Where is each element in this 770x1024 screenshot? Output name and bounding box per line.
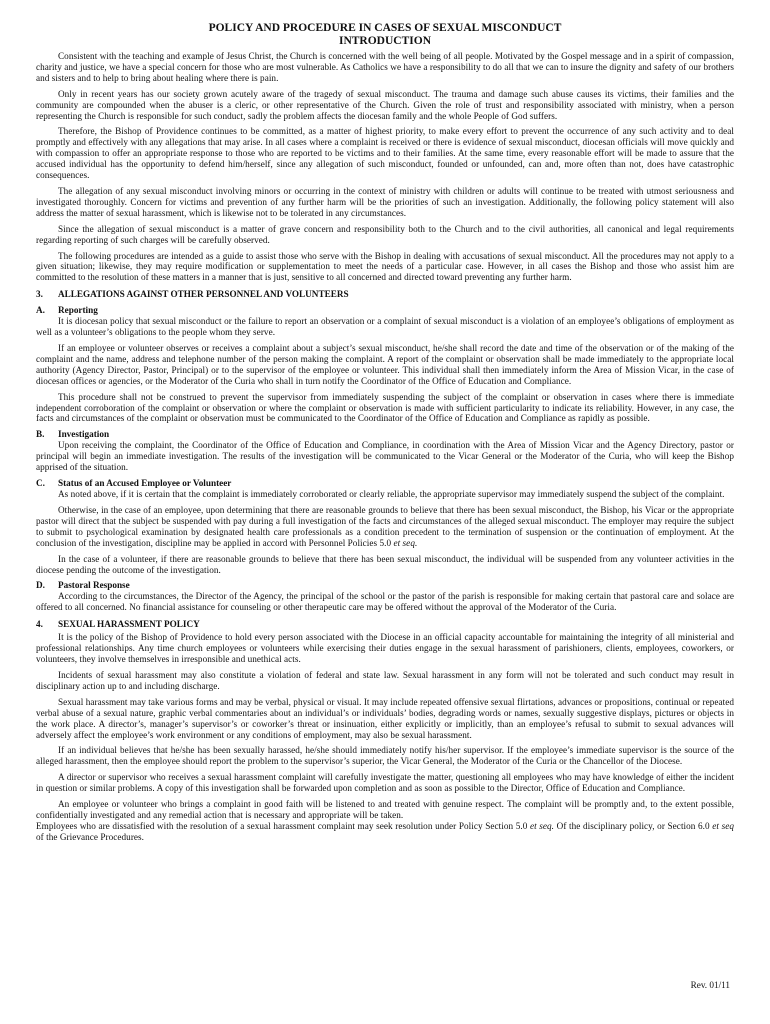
- subsection-d-heading: [36, 580, 734, 591]
- revision-label: Rev. 01/11: [690, 980, 730, 990]
- subsection-a-heading: [36, 305, 734, 316]
- harassment-paragraph-6: [36, 799, 734, 821]
- harassment-paragraph-7-b: Of the disciplinary policy, or Section 6.0: [554, 820, 713, 831]
- intro-paragraph-4: The allegation of any sexual misconduct involving minors or occurring in the context of ministry with children or adults will continue to be treated with utmost seriousness and investigated thoroughly. Concern for victims and prevention of any further harm will be the priorities of such an investigation. Additionally, the following policy statement will also address the matter of sexual harassment, which is likewise not to be tolerated in any circumstances.: [36, 185, 734, 218]
- intro-paragraph-6: The following procedures are intended as a guide to assist those who serve with the Bishop in dealing with accusations of sexual misconduct. All the procedures may not apply to a given situation; likewise, they may require modification or supplementation to meet the needs of a particular case. However, in all cases the Bishop and those who assist him are committed to the resolution of these matters in a manner that is just, sensitive to all concerned and directed toward preventing any further harm.: [36, 250, 734, 283]
- pastoral-paragraph-1: According to the circumstances, the Director of the Agency, the principal of the school or the pastor of the parish is responsible for making certain that pastoral care and solace are offered to all concerned. No financial assistance for counseling or other therapeutic care may be offered without the approval of the Moderator of the Curia.: [36, 591, 734, 613]
- subsection-b-heading: [36, 429, 734, 440]
- harassment-paragraph-1: It is the policy of the Bishop of Providence to hold every person associated with the Diocese in an official capacity accountable for maintaining the integrity of all ministerial and professional relationships. Any time church employees or volunteers while exercising their duties engage in the sexual harassment of parishioners, clients, employees, coworkers, or volunteers, they involve themselves in irresponsible and unethical acts.: [36, 632, 734, 665]
- harassment-paragraph-4: If an individual believes that he/she has been sexually harassed, he/she should immediately notify his/her supervisor. If the employee’s immediate supervisor is the source of the alleged harassment, then the employee should report the problem to the supervisor’s superior, the Vicar General, the Moderator of the Curia or the Chancellor of the Diocese.: [36, 745, 734, 767]
- title-line-1: POLICY AND PROCEDURE IN CASES OF SEXUAL MISCONDUCT: [208, 22, 562, 34]
- subsection-b-title: Investigation: [58, 429, 110, 440]
- reporting-paragraph-1: It is diocesan policy that sexual misconduct or the failure to report an observation or a complaint of sexual misconduct is a violation of an employee’s obligations of employment as well as a volunteer’s obligations to the people whom they serve.: [36, 316, 734, 338]
- section-3-title: ALLEGATIONS AGAINST OTHER PERSONNEL AND VOLUNTEERS: [58, 289, 349, 300]
- document-title: [36, 22, 734, 48]
- subsection-b-number: B.: [36, 429, 45, 440]
- subsection-a-title: Reporting: [58, 305, 98, 316]
- status-paragraph-1: As noted above, if it is certain that the complaint is immediately corroborated or clearly reliable, the appropriate supervisor may immediately suspend the subject of the complaint.: [58, 489, 725, 500]
- title-line-2: INTRODUCTION: [338, 35, 431, 47]
- subsection-a-number: A.: [36, 305, 45, 316]
- intro-paragraph-1: Consistent with the teaching and example of Jesus Christ, the Church is concerned with the well being of all people. Motivated by the Gospel message and in a spirit of compassion, charity and justice, we have a special concern for those who are most vulnerable. As Catholics we have a responsibility to do all that we can to insure the dignity and safety of our brothers and sisters and to help to bring about healing where there is pain.: [36, 51, 734, 83]
- subsection-c-heading: [36, 478, 734, 489]
- status-paragraph-2-text: Otherwise, in the case of an employee, upon determining that there are reasonable grounds to believe that there has been sexual misconduct, the Bishop, his Vicar or the appropriate pastor will direct that the subject be suspended with pay during a full investigation of the facts and circumstances of the alleged sexual misconduct. The employer may require the subject to submit to psychological examination by designated health care professionals as a condition precedent to the termination of suspension or the continuation of employment. At the conclusion of the investigation, discipline may be applied in accord with Personnel Policies 5.0: [36, 505, 734, 548]
- status-paragraph-2-italic: et seq.: [393, 537, 418, 548]
- harassment-paragraph-7-a: Employees who are dissatisfied with the resolution of a sexual harassment complaint may seek resolution under Policy Section 5.0: [36, 820, 530, 831]
- harassment-paragraph-7-c: of the Grievance Procedures.: [36, 831, 145, 842]
- status-paragraph-3: In the case of a volunteer, if there are reasonable grounds to believe that there has been sexual misconduct, the individual will be suspended from any volunteer activities in the diocese pending the outcome of the investigation.: [36, 553, 734, 575]
- reporting-paragraph-2: If an employee or volunteer observes or receives a complaint about a subject’s sexual misconduct, he/she shall record the date and time of the observation or of the making of the complaint and the name, address and telephone number of the person making the complaint. A report of the complaint or observation shall be made immediately to the appropriate local authority (Agency Director, Pastor, Principal) or to the supervisor of the employee or volunteer. This individual shall then immediately inform the Area of Mission Vicar, in the case of diocesan offices or agencies, or the Moderator of the Curia who shall in turn notify the Coordinator of the Office of Education and Compliance.: [36, 343, 734, 386]
- document-page: [36, 22, 734, 848]
- section-3-heading: [36, 289, 734, 300]
- intro-paragraph-2: Only in recent years has our society grown acutely aware of the tragedy of sexual misconduct. The trauma and damage such abuse causes its victims, their families and the community are compounded when the abuser is a cleric, or other representative of the Church. Given the role of trust and responsibility associated with ministry, when a person representing the Church is responsible for such conduct, sadly the problem affects the diocesan family and the whole People of God suffers.: [36, 88, 734, 121]
- section-4-heading: [36, 619, 734, 630]
- subsection-c-number: C.: [36, 478, 45, 489]
- status-paragraph-2: [36, 505, 734, 549]
- harassment-paragraph-2: Incidents of sexual harassment may also constitute a violation of federal and state law. Sexual harassment in any form will not be tolerated and such conduct may result in disciplinary action up to and including discharge.: [36, 669, 734, 691]
- subsection-d-number: D.: [36, 580, 45, 591]
- subsection-c-title: Status of an Accused Employee or Volunteer: [58, 478, 232, 489]
- reporting-paragraph-3: This procedure shall not be construed to prevent the supervisor from immediately suspending the subject of the complaint or observation in cases where there is immediate independent corroboration of the complaint or observation or where the complaint or observation is made with sufficient particularity to indicate its reliability. However, in any case, the facts and circumstances of the complaint or observation must be communicated to the Coordinator of the Office of Education and Compliance as rapidly as possible.: [36, 391, 734, 424]
- harassment-paragraph-5: A director or supervisor who receives a sexual harassment complaint will carefully investigate the matter, questioning all employees who may have knowledge of either the incident in question or similar problems. A copy of this investigation shall be forwarded upon completion and as soon as possible to the Director, Office of Education and Compliance.: [36, 772, 734, 794]
- harassment-paragraph-7: [36, 821, 734, 843]
- harassment-paragraph-6-text: An employee or volunteer who brings a complaint in good faith will be listened to and treated with genuine respect. The complaint will be promptly and, to the extent possible, confidentially investigated and any remedial action that is necessary and appropriate will be taken.: [36, 799, 734, 820]
- harassment-paragraph-3: Sexual harassment may take various forms and may be verbal, physical or visual. It may include repeated offensive sexual flirtations, advances or propositions, continual or repeated verbal abuse of a sexual nature, graphic verbal commentaries about an individual’s or individuals’ bodies, degrading words or names, sexually suggestive displays, pictures or objects in the work place. A director’s, manager’s supervisor’s or coworker’s threat or insinuation, either explicitly or implicitly, than an employee’s refusal to submit to sexual advances will adversely affect the employee’s work environment or any conditions of employment, may also be sexual harassment.: [36, 696, 734, 740]
- intro-paragraph-5: Since the allegation of sexual misconduct is a matter of grave concern and responsibility both to the Church and to the civil authorities, all canonical and legal requirements regarding reporting of such charges will be carefully observed.: [36, 223, 734, 245]
- harassment-paragraph-7-italic-1: et seq.: [529, 820, 555, 831]
- harassment-paragraph-7-italic-2: et seq: [712, 820, 734, 831]
- intro-paragraph-3: Therefore, the Bishop of Providence continues to be committed, as a matter of highest priority, to make every effort to prevent the occurrence of any such activity and to deal promptly and effectively with any allegations that may arise. In all cases where a complaint is received or there is evidence of sexual misconduct, diocesan officials will move quickly and with compassion to offer an appropriate response to those who are reported to be victims and to their families. At the same time, every reasonable effort will be made to assure that the accused individual has the opportunity to defend him/herself, since any allegation of such misconduct, founded or unfounded, can and, more often than not, does have catastrophic consequences.: [36, 126, 734, 181]
- subsection-d-title: Pastoral Response: [58, 580, 130, 591]
- section-4-title: SEXUAL HARASSMENT POLICY: [58, 619, 200, 630]
- investigation-paragraph-1: Upon receiving the complaint, the Coordinator of the Office of Education and Compliance, in coordination with the Area of Mission Vicar and the Agency Directory, pastor or principal will begin an immediate investigation. The results of the investigation will be communicated to the Vicar General or the Moderator of the Curia, who will keep the Bishop apprised of the situation.: [36, 440, 734, 473]
- section-3-number: 3.: [36, 289, 43, 300]
- section-4-number: 4.: [36, 619, 43, 630]
